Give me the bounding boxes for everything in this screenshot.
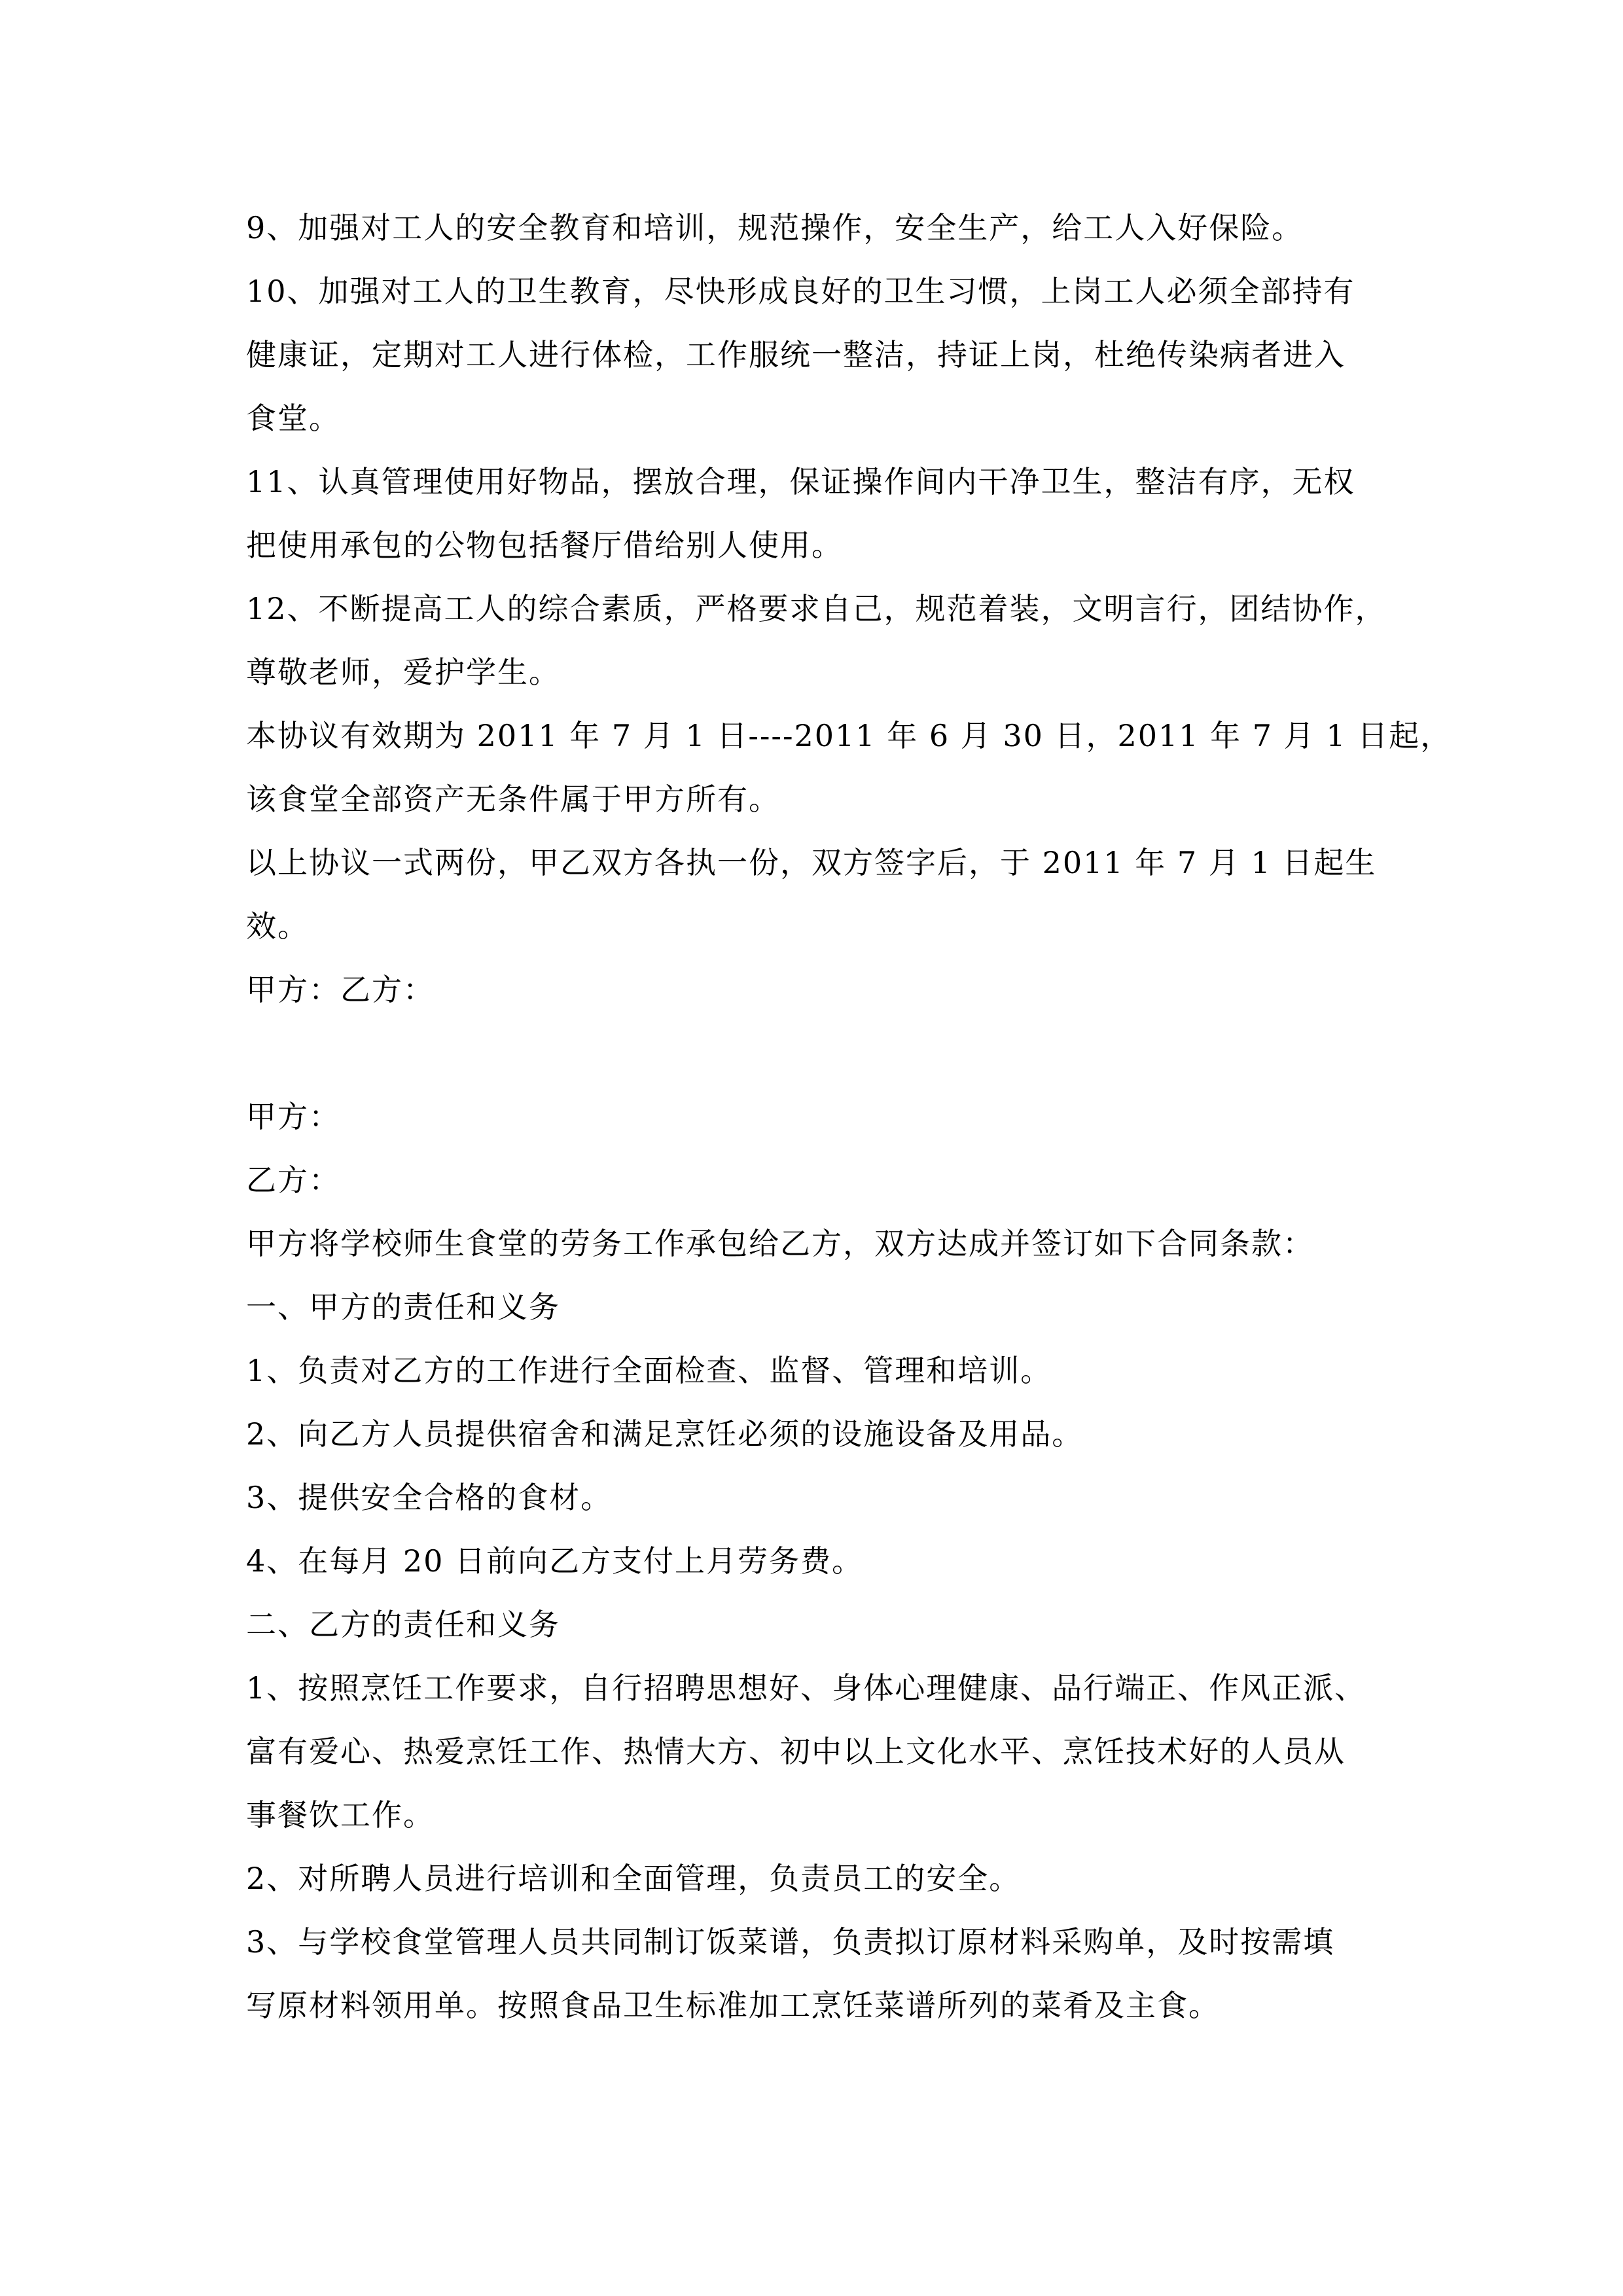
paragraph-line: 10、加强对工人的卫生教育，尽快形成良好的卫生习惯，上岗工人必须全部持有 <box>246 274 1355 309</box>
paragraph-line: 健康证，定期对工人进行体检，工作服统一整洁，持证上岗，杜绝传染病者进入 <box>246 337 1346 372</box>
paragraph-line: 11、认真管理使用好物品，摆放合理，保证操作间内干净卫生，整洁有序，无权 <box>246 464 1355 499</box>
paragraph-line: 效。 <box>246 908 309 944</box>
paragraph-line: 食堂。 <box>246 401 340 436</box>
clause-line: 2、对所聘人员进行培训和全面管理，负责员工的安全。 <box>246 1861 1021 1896</box>
section-heading: 一、甲方的责任和义务 <box>246 1289 560 1325</box>
clause-line: 4、在每月 20 日前向乙方支付上月劳务费。 <box>246 1543 864 1579</box>
section-heading: 二、乙方的责任和义务 <box>246 1607 560 1642</box>
paragraph-line: 12、不断提高工人的综合素质，严格要求自己，规范着装，文明言行，团结协作， <box>246 591 1387 626</box>
paragraph-line: 甲方将学校师生食堂的劳务工作承包给乙方，双方达成并签订如下合同条款： <box>246 1226 1314 1261</box>
paragraph-line: 把使用承包的公物包括餐厅借给别人使用。 <box>246 528 843 563</box>
blank-space <box>246 1022 1398 1085</box>
clause-line: 事餐饮工作。 <box>246 1797 435 1833</box>
clause-line: 2、向乙方人员提供宿舍和满足烹饪必须的设施设备及用品。 <box>246 1416 1084 1452</box>
paragraph-line: 本协议有效期为 2011 年 7 月 1 日----2011 年 6 月 30 日，2011 年 7 月 1 日起， <box>246 718 1452 753</box>
paragraph-line: 该食堂全部资产无条件属于甲方所有。 <box>246 781 780 817</box>
paragraph-line: 尊敬老师，爱护学生。 <box>246 655 560 690</box>
signature-line: 甲方：乙方： <box>246 972 435 1007</box>
document-body <box>246 196 1452 2037</box>
clause-line: 3、与学校食堂管理人员共同制订饭菜谱，负责拟订原材料采购单，及时按需填 <box>246 1924 1335 1960</box>
paragraph-line: 9、加强对工人的安全教育和培训，规范操作，安全生产，给工人入好保险。 <box>246 210 1304 245</box>
clause-line: 1、按照烹饪工作要求，自行招聘思想好、身体心理健康、品行端正、作风正派、 <box>246 1670 1366 1706</box>
clause-line: 富有爱心、热爱烹饪工作、热情大方、初中以上文化水平、烹饪技术好的人员从 <box>246 1734 1346 1769</box>
paragraph-line: 以上协议一式两份，甲乙双方各执一份，双方签字后，于 2011 年 7 月 1 日起生 <box>246 845 1377 880</box>
party-a-label: 甲方： <box>246 1099 340 1134</box>
clause-line: 3、提供安全合格的食材。 <box>246 1480 613 1515</box>
party-b-label: 乙方： <box>246 1162 340 1198</box>
clause-line: 1、负责对乙方的工作进行全面检查、监督、管理和培训。 <box>246 1353 1052 1388</box>
clause-line: 写原材料领用单。按照食品卫生标准加工烹饪菜谱所列的菜肴及主食。 <box>246 1988 1220 2023</box>
